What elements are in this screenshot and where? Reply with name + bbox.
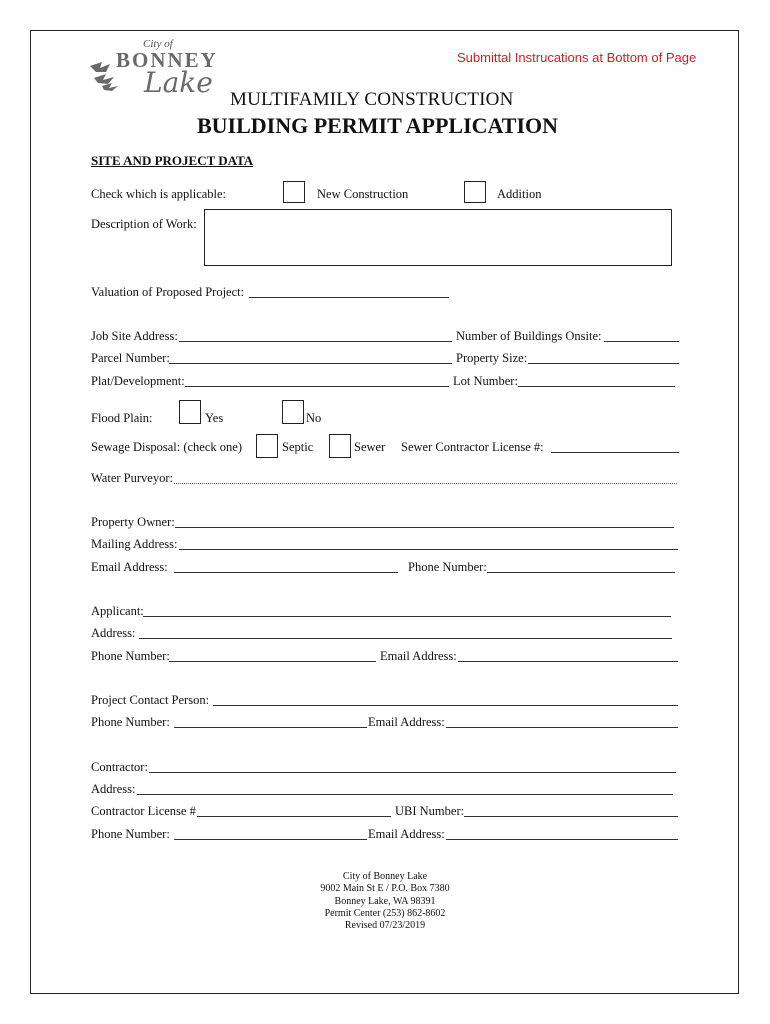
new-construction-checkbox[interactable] xyxy=(283,181,305,203)
owner-email-label: Email Address: xyxy=(91,560,168,574)
job-site-address-field[interactable] xyxy=(179,341,452,342)
contractor-address-field[interactable] xyxy=(137,794,673,795)
parcel-number-field[interactable] xyxy=(169,363,452,364)
contact-phone-field[interactable] xyxy=(174,727,367,728)
contact-person-field[interactable] xyxy=(213,705,678,706)
septic-checkbox[interactable] xyxy=(256,434,278,458)
mailing-address-label: Mailing Address: xyxy=(91,537,178,551)
description-label: Description of Work: xyxy=(91,217,197,231)
footer-revised-date: Revised 07/23/2019 xyxy=(344,920,426,932)
flood-no-checkbox[interactable] xyxy=(282,400,304,424)
contractor-email-field[interactable] xyxy=(446,839,678,840)
water-purveyor-field[interactable] xyxy=(174,483,677,484)
plat-development-field[interactable] xyxy=(185,386,449,387)
applicable-label: Check which is applicable: xyxy=(91,187,227,201)
flood-yes-label: Yes xyxy=(205,411,224,425)
valuation-label: Valuation of Proposed Project: xyxy=(91,285,245,299)
page-border xyxy=(30,30,739,994)
mailing-address-field[interactable] xyxy=(179,549,678,550)
owner-email-field[interactable] xyxy=(174,572,398,573)
parcel-number-label: Parcel Number: xyxy=(91,351,170,365)
water-purveyor-label: Water Purveyor: xyxy=(91,471,173,485)
sewer-contractor-license-field[interactable] xyxy=(551,452,679,453)
applicant-address-field[interactable] xyxy=(139,638,672,639)
applicant-label: Applicant: xyxy=(91,604,144,618)
sewage-disposal-label: Sewage Disposal: (check one) xyxy=(91,440,242,454)
ubi-number-field[interactable] xyxy=(464,816,678,817)
sewer-label: Sewer xyxy=(354,440,386,454)
applicant-email-label: Email Address: xyxy=(380,649,457,663)
property-size-label: Property Size: xyxy=(456,351,528,365)
contractor-field[interactable] xyxy=(149,772,676,773)
contractor-label: Contractor: xyxy=(91,760,148,774)
owner-phone-field[interactable] xyxy=(487,572,675,573)
contact-phone-label: Phone Number: xyxy=(91,715,170,729)
lot-number-label: Lot Number: xyxy=(453,374,518,388)
logo-city-of: City of xyxy=(143,38,173,50)
num-buildings-field[interactable] xyxy=(604,341,679,342)
contractor-email-label: Email Address: xyxy=(368,827,445,841)
property-size-field[interactable] xyxy=(528,363,679,364)
new-construction-label: New Construction xyxy=(317,187,409,201)
addition-label: Addition xyxy=(497,187,542,201)
footer-city-state-zip: Bonney Lake, WA 98391 xyxy=(334,895,436,907)
footer-address-block xyxy=(260,871,510,932)
applicant-field[interactable] xyxy=(143,616,671,617)
valuation-field[interactable] xyxy=(249,297,449,298)
owner-phone-label: Phone Number: xyxy=(408,560,487,574)
footer-street: 9002 Main St E / P.O. Box 7380 xyxy=(320,883,450,895)
contact-person-label: Project Contact Person: xyxy=(91,693,210,707)
property-owner-label: Property Owner: xyxy=(91,515,175,529)
footer-phone: Permit Center (253) 862-8602 xyxy=(324,907,446,919)
sewer-contractor-license-label: Sewer Contractor License #: xyxy=(401,440,544,454)
plat-development-label: Plat/Development: xyxy=(91,374,185,388)
applicant-address-label: Address: xyxy=(91,626,136,640)
footer-city: City of Bonney Lake xyxy=(342,871,428,882)
contact-email-label: Email Address: xyxy=(368,715,445,729)
flood-yes-checkbox[interactable] xyxy=(179,400,201,424)
contractor-phone-label: Phone Number: xyxy=(91,827,170,841)
contractor-license-field[interactable] xyxy=(197,816,391,817)
contractor-phone-field[interactable] xyxy=(174,839,367,840)
applicant-phone-field[interactable] xyxy=(169,661,376,662)
contractor-license-label: Contractor License # xyxy=(91,804,196,818)
logo-lake: Lake xyxy=(144,66,213,99)
lot-number-field[interactable] xyxy=(518,386,675,387)
job-site-address-label: Job Site Address: xyxy=(91,329,178,343)
section-title: SITE AND PROJECT DATA xyxy=(91,153,254,168)
form-title: BUILDING PERMIT APPLICATION xyxy=(197,113,559,138)
flood-no-label: No xyxy=(306,411,322,425)
sewer-checkbox[interactable] xyxy=(329,434,351,458)
contact-email-field[interactable] xyxy=(446,727,678,728)
applicant-email-field[interactable] xyxy=(458,661,678,662)
logo-bonney: BONNEY xyxy=(116,48,218,72)
flood-plain-label: Flood Plain: xyxy=(91,411,153,425)
contractor-address-label: Address: xyxy=(91,782,136,796)
property-owner-field[interactable] xyxy=(175,527,674,528)
num-buildings-label: Number of Buildings Onsite: xyxy=(456,329,602,343)
form-subtitle: MULTIFAMILY CONSTRUCTION xyxy=(230,89,514,110)
septic-label: Septic xyxy=(282,440,314,454)
applicant-phone-label: Phone Number: xyxy=(91,649,170,663)
description-field[interactable] xyxy=(204,209,672,266)
city-logo xyxy=(88,38,238,102)
submittal-instructions-note: Submittal Instrucations at Bottom of Page xyxy=(457,50,697,65)
ubi-number-label: UBI Number: xyxy=(395,804,465,818)
addition-checkbox[interactable] xyxy=(464,181,486,203)
